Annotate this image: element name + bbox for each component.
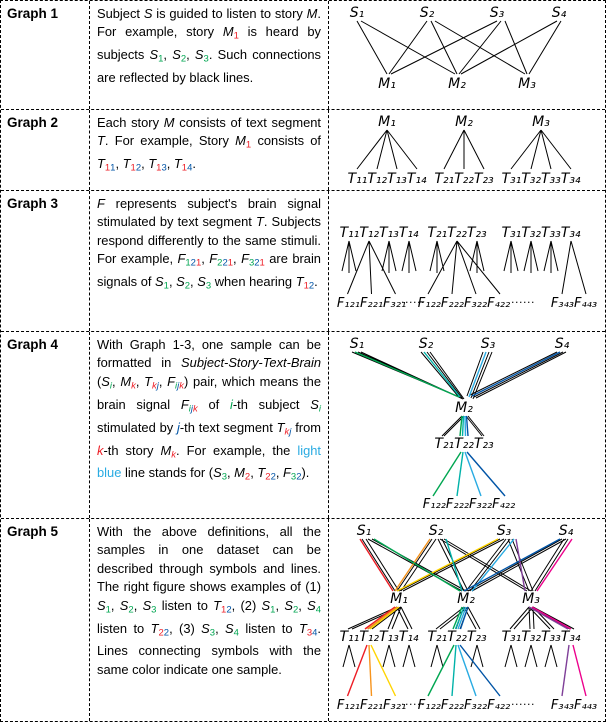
text-segment: , bbox=[168, 274, 177, 290]
text-segment: are brain signals of bbox=[97, 251, 321, 290]
text-segment: M bbox=[222, 24, 234, 40]
text-segment: T bbox=[150, 620, 159, 636]
text-segment: ) pair, which means the brain signal bbox=[97, 373, 321, 412]
text-segment: , bbox=[158, 373, 168, 389]
graph4-label: Graph 4 bbox=[7, 337, 59, 352]
text-segment: S bbox=[307, 597, 316, 613]
text-segment: , bbox=[250, 465, 258, 481]
text-segment: . bbox=[314, 274, 318, 290]
text-segment: . For example, story bbox=[97, 6, 321, 40]
graph5-row bbox=[1, 519, 605, 721]
text-segment: 1 bbox=[233, 30, 239, 42]
graph3-diagram-cell bbox=[329, 191, 605, 331]
text-segment: k bbox=[97, 442, 104, 458]
text-segment: S bbox=[143, 6, 153, 21]
text-segment: 2 bbox=[308, 280, 315, 292]
s1-node-label: S₁ bbox=[356, 523, 372, 539]
t-group-label: T₂₁T₂₂T₂₃ bbox=[434, 436, 494, 452]
text-brain-fans bbox=[433, 452, 505, 496]
m3-node-label: M₃ bbox=[522, 591, 540, 607]
s2-node-label: S₂ bbox=[418, 336, 434, 352]
s4-node-label: S₄ bbox=[554, 336, 570, 352]
text-segment: i bbox=[109, 380, 113, 392]
text-segment: i bbox=[230, 396, 233, 412]
text-segment: line stands for ( bbox=[121, 465, 214, 481]
graph5-label: Graph 5 bbox=[7, 524, 59, 539]
text-segment: T bbox=[173, 156, 182, 172]
text-segment: 3 bbox=[161, 162, 167, 174]
text-segment: , bbox=[190, 274, 198, 290]
text-segment: 2 bbox=[135, 162, 142, 174]
text-segment: M bbox=[163, 115, 175, 130]
text-segment: F bbox=[283, 465, 291, 481]
text-segment: 2 bbox=[190, 257, 196, 269]
text-segment: when hearing bbox=[211, 274, 296, 290]
m2-node-label: M₂ bbox=[457, 591, 475, 607]
text-segment: T bbox=[298, 620, 307, 636]
f-group1-label: F₁₂₁F₂₂₁F₃₂₁ bbox=[336, 296, 407, 311]
text-segment: 1 bbox=[104, 162, 111, 174]
text-segment: 1 bbox=[195, 257, 202, 269]
text-segment: -th subject bbox=[232, 396, 311, 412]
text-segment: 2 bbox=[217, 257, 223, 269]
text-segment: , bbox=[298, 597, 308, 613]
t-group2-label: T₂₁T₂₂T₂₃ bbox=[427, 225, 487, 241]
s2-node-label: S₂ bbox=[428, 523, 444, 539]
text-segment: , (2) bbox=[231, 597, 262, 613]
s4-node-label: S₄ bbox=[558, 523, 574, 539]
t-group3-label: T₃₁T₃₂T₃₃T₃₄ bbox=[501, 225, 581, 241]
text-segment: . Subjects respond differently to the same stimuli. For example, bbox=[97, 214, 321, 267]
graph1-label: Graph 1 bbox=[7, 6, 59, 21]
text-segment: With the above definitions, all the samples in one dataset can be described through symbols and lines. The right figure shows examples of (1) bbox=[97, 524, 321, 595]
text-brain-fans bbox=[342, 241, 586, 294]
text-segment: 3 bbox=[203, 53, 209, 65]
text-segment: S bbox=[119, 597, 129, 613]
text-segment: , bbox=[227, 465, 235, 481]
text-segment: , bbox=[112, 373, 121, 389]
graph2-diagram bbox=[329, 110, 605, 188]
text-segment: . For example, Story bbox=[104, 133, 236, 149]
text-segment: S bbox=[155, 274, 164, 290]
text-segment: j bbox=[177, 380, 180, 392]
f-group-label: F₁₂₂F₂₂₂F₃₂₂F₄₂₂ bbox=[422, 497, 516, 512]
f-group3-label: F₃₄₃F₄₄₃ bbox=[550, 296, 598, 311]
s2-node-label: S₂ bbox=[419, 5, 435, 21]
s3-node-label: S₃ bbox=[489, 5, 505, 21]
t-group1-label: T₁₁T₁₂T₁₃T₁₄ bbox=[347, 171, 427, 187]
text-segment: ( bbox=[97, 373, 102, 389]
text-segment: -th story bbox=[103, 442, 161, 458]
text-segment: 2 bbox=[222, 257, 228, 269]
text-segment: M bbox=[235, 133, 246, 149]
text-segment: S bbox=[225, 620, 234, 636]
text-segment: S bbox=[149, 47, 159, 63]
text-segment: . bbox=[192, 156, 196, 172]
f-group3-label: F₃₄₃F₄₄₃ bbox=[550, 698, 598, 713]
text-segment: M bbox=[306, 6, 318, 21]
text-segment: F bbox=[209, 251, 218, 267]
text-segment: 4 bbox=[187, 162, 193, 174]
text-segment: 3 bbox=[306, 627, 313, 639]
graph5-diagram bbox=[329, 519, 605, 719]
graph4-description bbox=[89, 332, 329, 518]
subject-story-links bbox=[357, 21, 561, 74]
text-segment: T bbox=[276, 419, 285, 435]
m1-node-label: M₁ bbox=[390, 591, 408, 607]
text-segment: i bbox=[318, 403, 321, 415]
text-segment: S bbox=[261, 597, 271, 613]
text-segment: light blue bbox=[97, 442, 322, 481]
text-segment: k bbox=[151, 380, 157, 392]
text-segment: F bbox=[241, 251, 249, 267]
story-text-fans bbox=[357, 130, 571, 169]
text-segment: 2 bbox=[296, 471, 302, 483]
text-segment: j bbox=[190, 403, 193, 415]
text-segment: 2 bbox=[128, 604, 134, 616]
s1-node-label: S₁ bbox=[349, 5, 365, 21]
graph4-diagram bbox=[329, 332, 605, 518]
text-segment: S bbox=[194, 47, 204, 63]
ellipsis: ...... bbox=[511, 293, 535, 306]
graph2-label: Graph 2 bbox=[7, 115, 59, 130]
text-segment: 2 bbox=[163, 627, 170, 639]
t-group3-label: T₃₁T₃₂T₃₃T₃₄ bbox=[501, 171, 581, 187]
text-segment: 3 bbox=[151, 604, 157, 616]
subject-story-links bbox=[360, 539, 572, 591]
text-segment: T bbox=[144, 373, 152, 389]
text-segment: S bbox=[142, 597, 152, 613]
ellipsis: ...... bbox=[511, 695, 535, 708]
text-segment: is guided to listen to story bbox=[152, 6, 307, 21]
text-segment: . For example, the bbox=[176, 442, 298, 458]
text-segment: T bbox=[148, 156, 157, 172]
text-segment: T bbox=[97, 133, 105, 149]
text-segment: , bbox=[141, 156, 149, 172]
text-segment: M bbox=[234, 465, 245, 481]
text-segment: F bbox=[180, 396, 189, 412]
text-segment: S bbox=[284, 597, 293, 613]
text-segment: 1 bbox=[227, 257, 234, 269]
text-segment: listen to bbox=[156, 597, 214, 613]
m3-node-label: M₃ bbox=[532, 114, 550, 130]
m2-node-label: M₂ bbox=[455, 114, 473, 130]
s3-node-label: S₃ bbox=[480, 336, 496, 352]
t-group2-label: T₂₁T₂₂T₂₃ bbox=[434, 171, 494, 187]
text-segment: from bbox=[291, 419, 321, 435]
text-segment: 3 bbox=[248, 257, 255, 269]
text-segment: M bbox=[120, 373, 132, 389]
graph4-row bbox=[1, 332, 605, 519]
graph3-label: Graph 3 bbox=[7, 196, 59, 211]
text-segment: T bbox=[257, 465, 266, 481]
text-segment: 2 bbox=[180, 53, 187, 65]
t-group3-label: T₃₁T₃₂T₃₃T₃₄ bbox=[501, 629, 581, 645]
text-segment: k bbox=[131, 380, 136, 392]
text-segment: 1 bbox=[270, 604, 276, 616]
text-segment: Each story bbox=[97, 115, 164, 130]
text-segment: 1 bbox=[163, 280, 169, 292]
text-segment: k bbox=[192, 403, 198, 415]
f-group2-label: F₁₂₂F₂₂₂F₃₂₂F₄₂₂ bbox=[417, 698, 511, 713]
text-segment: j bbox=[177, 419, 180, 435]
graph1-diagram bbox=[329, 1, 605, 107]
text-segment: 1 bbox=[181, 162, 188, 174]
m1-node-label: M₁ bbox=[378, 76, 396, 92]
text-segment: T bbox=[295, 274, 304, 290]
text-segment: 1 bbox=[185, 257, 191, 269]
text-segment: S bbox=[101, 373, 110, 389]
text-segment: 3 bbox=[205, 280, 212, 292]
text-segment: 2 bbox=[184, 280, 191, 292]
text-segment: S bbox=[197, 274, 206, 290]
text-segment: -th text segment bbox=[179, 419, 277, 435]
text-segment: , bbox=[186, 47, 195, 63]
text-segment: 1 bbox=[105, 604, 111, 616]
text-segment: T bbox=[256, 214, 264, 230]
text-segment: 2 bbox=[270, 471, 276, 483]
subject-story-bundles bbox=[352, 352, 566, 399]
t-group1-label: T₁₁T₁₂T₁₃T₁₄ bbox=[339, 629, 419, 645]
text-segment: 1 bbox=[221, 604, 227, 616]
text-segment: With Graph 1-3, one sample can be formatted in bbox=[97, 337, 321, 371]
text-segment: M bbox=[160, 442, 172, 458]
graph3-row bbox=[1, 191, 605, 332]
graph4-diagram-cell bbox=[329, 332, 605, 518]
text-segment: consists of text segment bbox=[174, 115, 321, 130]
graph3-diagram bbox=[329, 191, 605, 329]
graph1-description bbox=[89, 1, 329, 109]
text-segment: 2 bbox=[244, 471, 251, 483]
text-segment: , bbox=[233, 251, 242, 267]
text-segment: S bbox=[201, 620, 210, 636]
text-segment: k bbox=[284, 426, 290, 438]
text-segment: listen to bbox=[238, 620, 299, 636]
graph1-row bbox=[1, 1, 605, 110]
graph2-row bbox=[1, 110, 605, 191]
s3-node-label: S₃ bbox=[496, 523, 512, 539]
text-segment: , bbox=[135, 373, 145, 389]
m1-node-label: M₁ bbox=[378, 114, 396, 130]
text-segment: i bbox=[188, 403, 191, 415]
text-segment: S bbox=[97, 597, 106, 613]
text-segment: , bbox=[115, 156, 123, 172]
text-segment: j bbox=[156, 380, 159, 392]
text-segment: 1 bbox=[303, 280, 309, 292]
text-segment: of bbox=[197, 396, 230, 412]
text-segment: 2 bbox=[254, 257, 260, 269]
text-segment: 1 bbox=[158, 53, 164, 65]
story-text-fans bbox=[442, 416, 484, 436]
text-segment: k bbox=[179, 380, 184, 392]
text-segment: 1 bbox=[110, 162, 116, 174]
m3-node-label: M₃ bbox=[518, 76, 536, 92]
text-segment: 4 bbox=[233, 627, 239, 639]
text-segment: i bbox=[175, 380, 178, 392]
text-segment: 1 bbox=[259, 257, 265, 269]
text-segment: T bbox=[97, 156, 105, 172]
s1-node-label: S₁ bbox=[349, 336, 365, 352]
f-group1-label: F₁₂₁F₂₂₁F₃₂₁ bbox=[336, 698, 407, 713]
text-segment: represents subject's brain signal stimulated by text segment bbox=[97, 196, 321, 230]
text-segment: S bbox=[176, 274, 185, 290]
text-segment: 2 bbox=[158, 627, 164, 639]
text-segment: S bbox=[213, 465, 222, 481]
s4-node-label: S₄ bbox=[551, 5, 567, 21]
text-segment: , bbox=[201, 251, 210, 267]
text-segment: 4 bbox=[315, 604, 322, 616]
text-segment: 3 bbox=[290, 471, 297, 483]
text-segment: . Such connections are reflected by black lines. bbox=[97, 47, 321, 86]
text-segment: , bbox=[110, 597, 120, 613]
t-group2-label: T₂₁T₂₂T₂₃ bbox=[427, 629, 487, 645]
graph2-description bbox=[89, 110, 329, 190]
f-group2-label: F₁₂₂F₂₂₂F₃₂₂F₄₂₂ bbox=[417, 296, 511, 311]
m2-node-label: M₂ bbox=[455, 400, 473, 416]
text-segment: 2 bbox=[265, 471, 271, 483]
text-segment: S bbox=[310, 396, 319, 412]
text-segment: k bbox=[171, 449, 177, 461]
text-segment: 1 bbox=[130, 162, 136, 174]
graph1-diagram-cell bbox=[329, 1, 605, 109]
text-segment: listen to bbox=[97, 620, 151, 636]
t-group1-label: T₁₁T₁₂T₁₃T₁₄ bbox=[339, 225, 419, 241]
graph3-description bbox=[89, 191, 329, 331]
text-segment: is heard by subjects bbox=[97, 24, 321, 63]
text-segment: j bbox=[289, 426, 292, 438]
graph5-diagram-cell bbox=[329, 519, 605, 721]
text-segment: stimulated by bbox=[97, 419, 178, 435]
text-brain-fans bbox=[343, 645, 586, 696]
text-segment: 2 bbox=[226, 604, 232, 616]
text-segment: F bbox=[177, 251, 186, 267]
story-text-fans bbox=[348, 607, 574, 629]
text-segment: 2 bbox=[292, 604, 299, 616]
text-segment: 4 bbox=[312, 627, 318, 639]
text-segment: T bbox=[122, 156, 131, 172]
text-segment: , (3) bbox=[169, 620, 202, 636]
text-segment: Subject bbox=[97, 6, 144, 21]
text-segment: F bbox=[167, 373, 175, 389]
ellipsis: ...... bbox=[401, 695, 425, 708]
text-segment: , bbox=[215, 620, 226, 636]
text-segment: consists of bbox=[251, 133, 321, 149]
text-segment: . Lines connecting symbols with the same color indicate one sample. bbox=[97, 620, 321, 677]
text-segment: , bbox=[166, 156, 174, 172]
text-segment: , bbox=[133, 597, 143, 613]
text-segment: T bbox=[213, 597, 222, 613]
graph5-description bbox=[89, 519, 329, 721]
graph2-diagram-cell bbox=[329, 110, 605, 190]
text-segment: , bbox=[163, 47, 173, 63]
text-segment: , bbox=[275, 597, 285, 613]
ellipsis: ...... bbox=[401, 293, 425, 306]
text-segment: ). bbox=[301, 465, 310, 481]
text-segment: S bbox=[172, 47, 181, 63]
text-segment: , bbox=[275, 465, 284, 481]
m2-node-label: M₂ bbox=[448, 76, 466, 92]
text-segment: 1 bbox=[156, 162, 162, 174]
text-segment: 1 bbox=[245, 139, 252, 151]
text-segment: F bbox=[97, 196, 105, 211]
text-segment: 3 bbox=[209, 627, 216, 639]
text-segment: Subject-Story-Text-Brain bbox=[181, 355, 321, 371]
text-segment: 3 bbox=[221, 471, 227, 483]
